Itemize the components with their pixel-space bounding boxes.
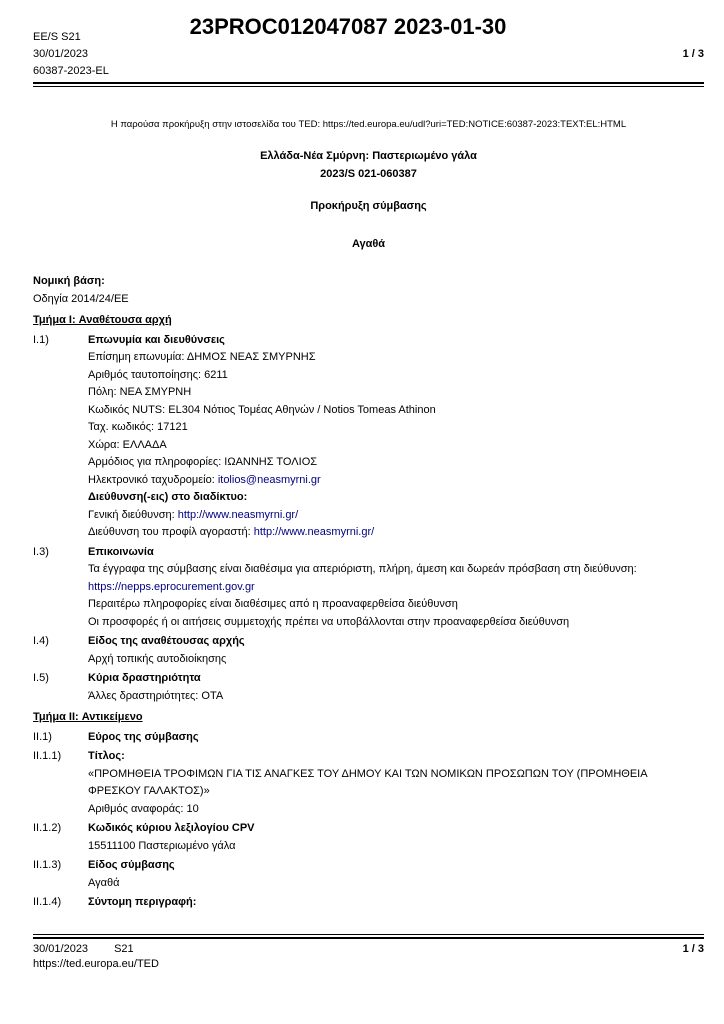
section-2-title: Τμήμα II: Αντικείμενο xyxy=(33,711,143,723)
section-i4 xyxy=(33,633,704,668)
submission-line: Οι προσφορές ή οι αιτήσεις συμμετοχής πρέπει να υποβάλλονται στην προαναφερθείσα διεύθυνση xyxy=(88,615,570,628)
town: Πόλη: ΝΕΑ ΣΜΥΡΝΗ xyxy=(88,386,192,398)
general-address-line xyxy=(88,507,650,525)
email-line xyxy=(88,472,650,490)
buyer-profile-label: Διεύθυνση του προφίλ αγοραστή: xyxy=(88,526,254,538)
authority-type-value: Αρχή τοπικής αυτοδιοίκησης xyxy=(88,652,227,665)
contract-nature: Αγαθά xyxy=(351,237,386,250)
footer-page-number: 1 / 3 xyxy=(682,943,704,955)
postal-code: Ταχ. κωδικός: 17121 xyxy=(88,421,188,433)
item-number-ii11: II.1.1) xyxy=(33,750,62,762)
item-heading-i5: Κύρια δραστηριότητα xyxy=(88,672,201,684)
page-footer xyxy=(33,934,704,972)
general-address-link[interactable]: http://www.neasmyrni.gr/ xyxy=(177,508,299,521)
main-activity-value: Άλλες δραστηριότητες: ΟΤΑ xyxy=(88,689,224,702)
legal-basis-label: Νομική βάση: xyxy=(33,275,105,287)
item-number-i3: I.3) xyxy=(33,545,49,558)
email-link[interactable]: itolios@neasmyrni.gr xyxy=(217,473,321,486)
section-ii13 xyxy=(33,857,704,892)
buyer-profile-link[interactable]: http://www.neasmyrni.gr/ xyxy=(253,526,375,538)
footer-date: 30/01/2023 xyxy=(33,943,89,955)
reference-number: Αριθμός αναφοράς: 10 xyxy=(88,802,199,815)
footer-journal: S21 xyxy=(114,943,134,955)
footer-row xyxy=(33,942,704,957)
more-info-line: Περαιτέρω πληροφορίες είναι διαθέσιμες από η προαναφερθείσα διεύθυνση xyxy=(88,598,458,610)
country: Χώρα: ΕΛΛΑΔΑ xyxy=(88,438,167,451)
section-i3 xyxy=(33,544,704,632)
item-number-i4: I.4) xyxy=(33,635,49,647)
notice-id: 60387-2023-EL xyxy=(33,65,109,77)
notice-title: Ελλάδα-Νέα Σμύρνη: Παστεριωμένο γάλα xyxy=(260,150,477,162)
section-ii14 xyxy=(33,894,704,912)
item-heading-ii14: Σύντομη περιγραφή: xyxy=(88,896,197,908)
item-heading-ii11: Τίτλος: xyxy=(88,750,125,762)
journal-issue: EE/S S21 xyxy=(33,31,81,43)
section-ii12 xyxy=(33,820,704,855)
document-number-title: 23PROC012047087 2023-01-30 xyxy=(189,14,507,39)
cpv-code-value: 15511100 Παστεριωμένο γάλα xyxy=(88,839,236,852)
document-body xyxy=(33,88,704,912)
contract-title-text: «ΠΡΟΜΗΘΕΙΑ ΤΡΟΦΙΜΩΝ ΓΙΑ ΤΙΣ ΑΝΑΓΚΕΣ ΤΟΥ ΔΗΜΟΥ ΚΑΙ ΤΩΝ ΝΟΜΙΚΩΝ ΠΡΟΣΩΠΩΝ ΤΟΥ (ΠΡΟΜΗΘΕΙΑ ΦΡΕΣΚΟΥ ΓΑΛΑΚΤΟΣ)» xyxy=(88,767,647,797)
item-heading-ii12: Κωδικός κύριου λεξιλογίου CPV xyxy=(88,822,255,834)
contact-person: Αρμόδιος για πληροφορίες: ΙΩΑΝΝΗΣ ΤΟΛΙΟΣ xyxy=(88,456,318,468)
general-address-label: Γενική διεύθυνση: xyxy=(88,508,178,521)
official-name: Επίσημη επωνυμία: ΔΗΜΟΣ ΝΕΑΣ ΣΜΥΡΝΗΣ xyxy=(88,351,316,363)
ted-link-line xyxy=(33,119,704,131)
item-number-ii14: II.1.4) xyxy=(33,896,62,908)
nuts-code: Κωδικός NUTS: EL304 Νότιος Τομέας Αθηνών / Notios Tomeas Athinon xyxy=(88,403,436,416)
item-number-ii12: II.1.2) xyxy=(33,822,62,834)
section-ii11 xyxy=(33,748,704,818)
header-page-number: 1 / 3 xyxy=(682,48,704,60)
header-date: 30/01/2023 xyxy=(33,48,89,60)
notice-reference: 2023/S 021-060387 xyxy=(320,167,417,180)
item-heading-ii1: Εύρος της σύμβασης xyxy=(88,730,199,743)
contract-type-value: Αγαθά xyxy=(88,876,120,889)
section-i5 xyxy=(33,670,704,705)
footer-ted-url: https://ted.europa.eu/TED xyxy=(33,958,159,970)
item-heading-i1: Επωνυμία και διευθύνσεις xyxy=(88,333,225,346)
documents-access-line xyxy=(88,561,650,596)
footer-rule xyxy=(33,934,704,939)
item-heading-ii13: Είδος σύμβασης xyxy=(88,859,175,871)
item-number-i1: I.1) xyxy=(33,333,49,346)
section-ii1 xyxy=(33,729,704,747)
section-i1 xyxy=(33,332,704,542)
email-label: Ηλεκτρονικό ταχυδρομείο: xyxy=(88,473,218,486)
notice-type: Προκήρυξη σύμβασης xyxy=(310,200,427,212)
ted-notice-url: https://ted.europa.eu/udl?uri=TED:NOTICE:60387-2023:TEXT:EL:HTML xyxy=(322,119,627,130)
internet-addresses-heading: Διεύθυνση(-εις) στο διαδίκτυο: xyxy=(88,491,248,503)
section-1-title: Τμήμα I: Αναθέτουσα αρχή xyxy=(33,314,172,326)
ted-line-prefix: Η παρούσα προκήρυξη στην ιστοσελίδα του TED: xyxy=(110,119,323,130)
header-rule xyxy=(33,82,704,87)
legal-basis-value: Οδηγία 2014/24/ΕΕ xyxy=(33,292,129,305)
buyer-profile-line xyxy=(88,524,650,542)
item-number-ii1: II.1) xyxy=(33,730,52,743)
procurement-platform-link[interactable]: https://nepps.eprocurement.gov.gr xyxy=(88,580,255,593)
item-heading-i4: Είδος της αναθέτουσας αρχής xyxy=(88,635,245,647)
item-number-ii13: II.1.3) xyxy=(33,859,62,871)
page-header xyxy=(0,0,724,88)
item-number-i5: I.5) xyxy=(33,672,49,684)
item-heading-i3: Επικοινωνία xyxy=(88,545,154,558)
registration-number: Αριθμός ταυτοποίησης: 6211 xyxy=(88,368,228,381)
documents-access-text: Τα έγγραφα της σύμβασης είναι διαθέσιμα για απεριόριστη, πλήρη, άμεση και δωρεάν πρόσβαση στη διεύθυνση: xyxy=(88,563,637,575)
